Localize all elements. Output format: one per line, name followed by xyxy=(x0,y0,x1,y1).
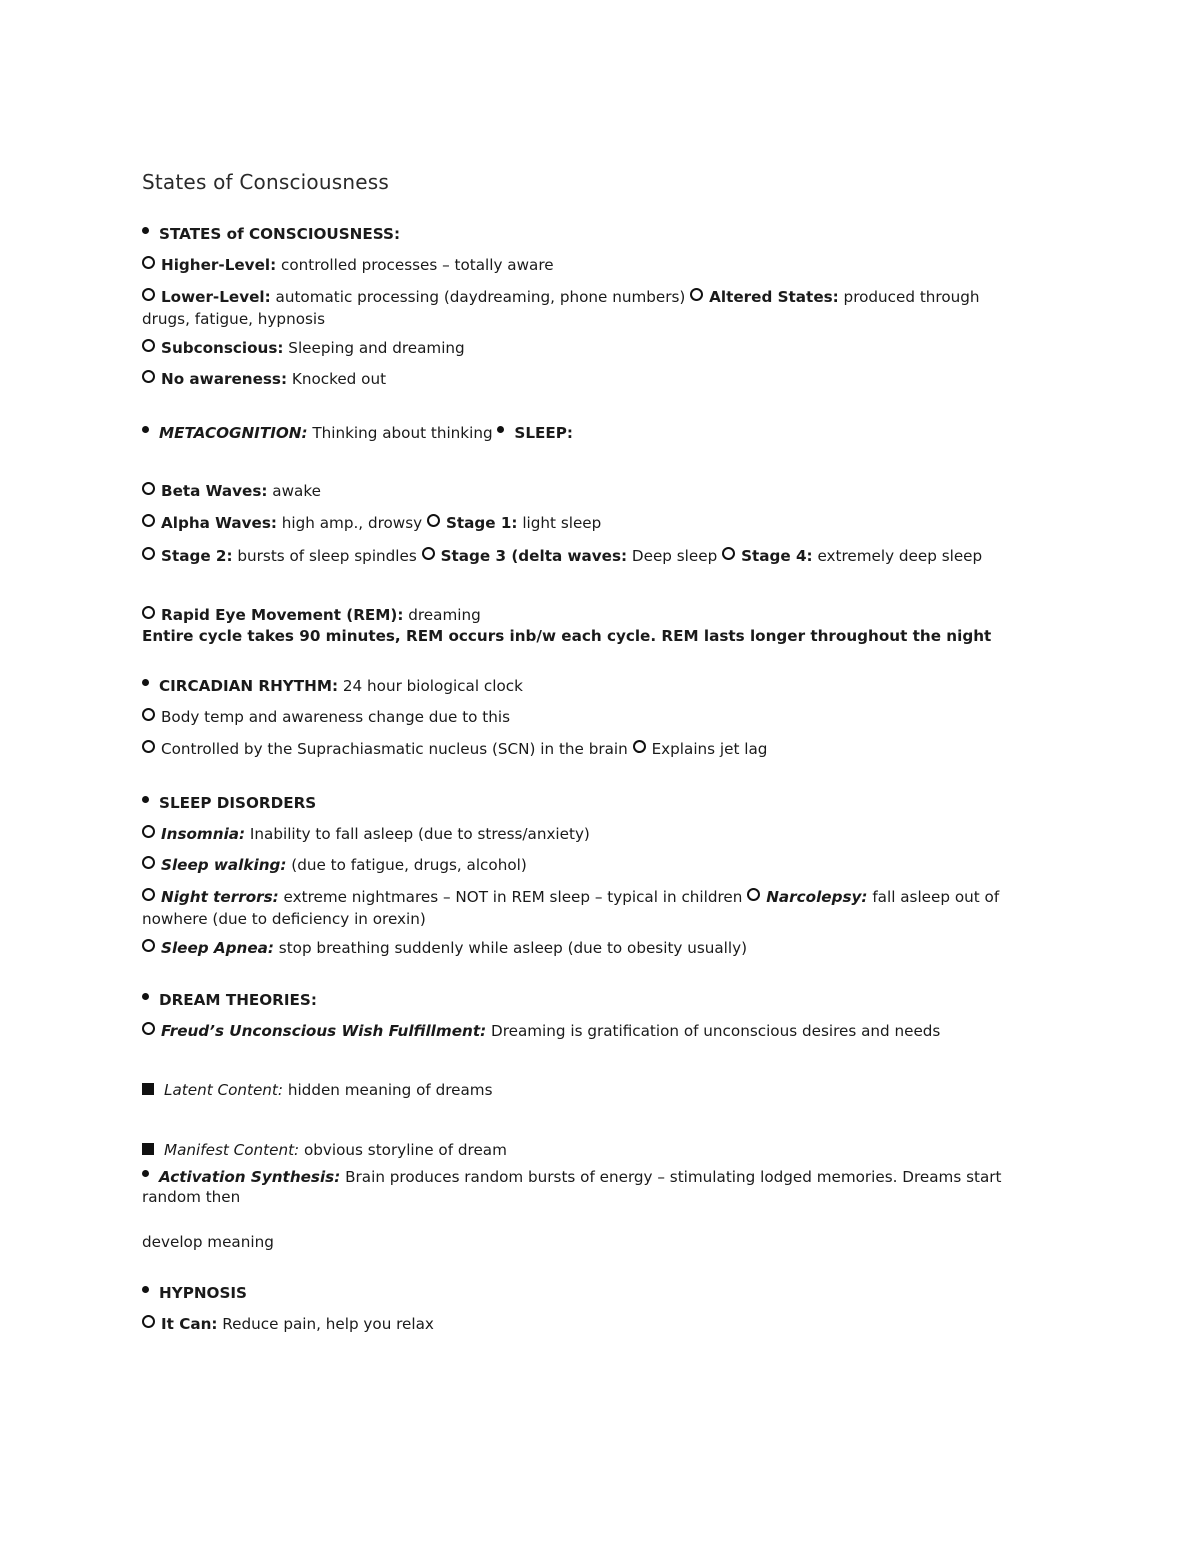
item-alpha-waves: Alpha Waves: high amp., drowsy Stage 1: light sleep xyxy=(142,513,601,533)
circle-bullet-icon xyxy=(142,370,155,383)
bullet-icon xyxy=(142,679,149,686)
circle-bullet-icon xyxy=(142,339,155,352)
circle-bullet-icon xyxy=(142,856,155,869)
item-lower-level: Lower-Level: automatic processing (daydreaming, phone numbers) Altered States: produced through xyxy=(142,287,980,307)
item-subconscious: Subconscious: Sleeping and dreaming xyxy=(142,338,465,358)
bullet-icon xyxy=(142,1286,149,1293)
circle-bullet-icon xyxy=(142,939,155,952)
item-stages: Stage 2: bursts of sleep spindles Stage 3 (delta waves: Deep sleep Stage 4: extremely deep sleep xyxy=(142,546,982,566)
bullet-icon xyxy=(142,993,149,1000)
bullet-sleep-disorders: SLEEP DISORDERS xyxy=(142,793,316,813)
circle-bullet-icon xyxy=(142,1315,155,1328)
square-bullet-icon xyxy=(142,1083,154,1095)
circle-bullet-icon xyxy=(142,514,155,527)
item-insomnia: Insomnia: Inability to fall asleep (due to stress/anxiety) xyxy=(142,824,590,844)
bullet-states-heading: STATES of CONSCIOUSNESS: xyxy=(142,224,400,244)
circle-bullet-icon xyxy=(142,708,155,721)
cycle-note: Entire cycle takes 90 minutes, REM occurs inb/w each cycle. REM lasts longer throughout the night xyxy=(142,627,992,645)
bullet-circadian: CIRCADIAN RHYTHM: 24 hour biological clock xyxy=(142,676,523,696)
item-higher-level: Higher-Level: controlled processes – totally aware xyxy=(142,255,554,275)
bullet-icon xyxy=(142,426,149,433)
circle-bullet-icon xyxy=(422,547,435,560)
circle-bullet-icon xyxy=(142,740,155,753)
item-latent-content: Latent Content: hidden meaning of dreams xyxy=(142,1080,493,1100)
item-body-temp: Body temp and awareness change due to this xyxy=(142,707,510,727)
circle-bullet-icon xyxy=(142,825,155,838)
item-no-awareness: No awareness: Knocked out xyxy=(142,369,386,389)
circle-bullet-icon xyxy=(142,888,155,901)
item-sleep-apnea: Sleep Apnea: stop breathing suddenly while asleep (due to obesity usually) xyxy=(142,938,747,958)
square-bullet-icon xyxy=(142,1143,154,1155)
circle-bullet-icon xyxy=(690,288,703,301)
circle-bullet-icon xyxy=(633,740,646,753)
bullet-metacognition-sleep: METACOGNITION: Thinking about thinking SLEEP: xyxy=(142,423,573,443)
circle-bullet-icon xyxy=(142,288,155,301)
item-manifest-content: Manifest Content: obvious storyline of dream xyxy=(142,1140,507,1160)
circle-bullet-icon xyxy=(142,482,155,495)
item-scn: Controlled by the Suprachiasmatic nucleus (SCN) in the brain Explains jet lag xyxy=(142,739,767,759)
item-freud: Freud’s Unconscious Wish Fulfillment: Dreaming is gratification of unconscious desires and needs xyxy=(142,1021,940,1041)
bullet-hypnosis: HYPNOSIS xyxy=(142,1283,247,1303)
circle-bullet-icon xyxy=(722,547,735,560)
bullet-icon xyxy=(142,1170,149,1177)
item-altered-continued: drugs, fatigue, hypnosis xyxy=(142,310,326,328)
circle-bullet-icon xyxy=(747,888,760,901)
item-sleep-walking: Sleep walking: (due to fatigue, drugs, alcohol) xyxy=(142,855,527,875)
circle-bullet-icon xyxy=(142,547,155,560)
circle-bullet-icon xyxy=(142,606,155,619)
circle-bullet-icon xyxy=(427,514,440,527)
circle-bullet-icon xyxy=(142,256,155,269)
item-beta-waves: Beta Waves: awake xyxy=(142,481,321,501)
item-activation-continued: random then xyxy=(142,1188,241,1206)
bullet-icon xyxy=(142,227,149,234)
item-it-can: It Can: Reduce pain, help you relax xyxy=(142,1314,434,1334)
item-night-terrors: Night terrors: extreme nightmares – NOT in REM sleep – typical in children Narcolepsy: fall asleep out of xyxy=(142,887,999,907)
bullet-icon xyxy=(142,796,149,803)
bullet-dream-theories: DREAM THEORIES: xyxy=(142,990,317,1010)
item-rem: Rapid Eye Movement (REM): dreaming xyxy=(142,605,481,625)
page-title: States of Consciousness xyxy=(142,170,389,194)
circle-bullet-icon xyxy=(142,1022,155,1035)
item-narcolepsy-continued: nowhere (due to deficiency in orexin) xyxy=(142,910,426,928)
bullet-icon xyxy=(497,426,504,433)
item-activation-synthesis: Activation Synthesis: Brain produces random bursts of energy – stimulating lodged memories. Dreams start xyxy=(142,1167,1001,1187)
item-activation-continued-2: develop meaning xyxy=(142,1233,274,1251)
